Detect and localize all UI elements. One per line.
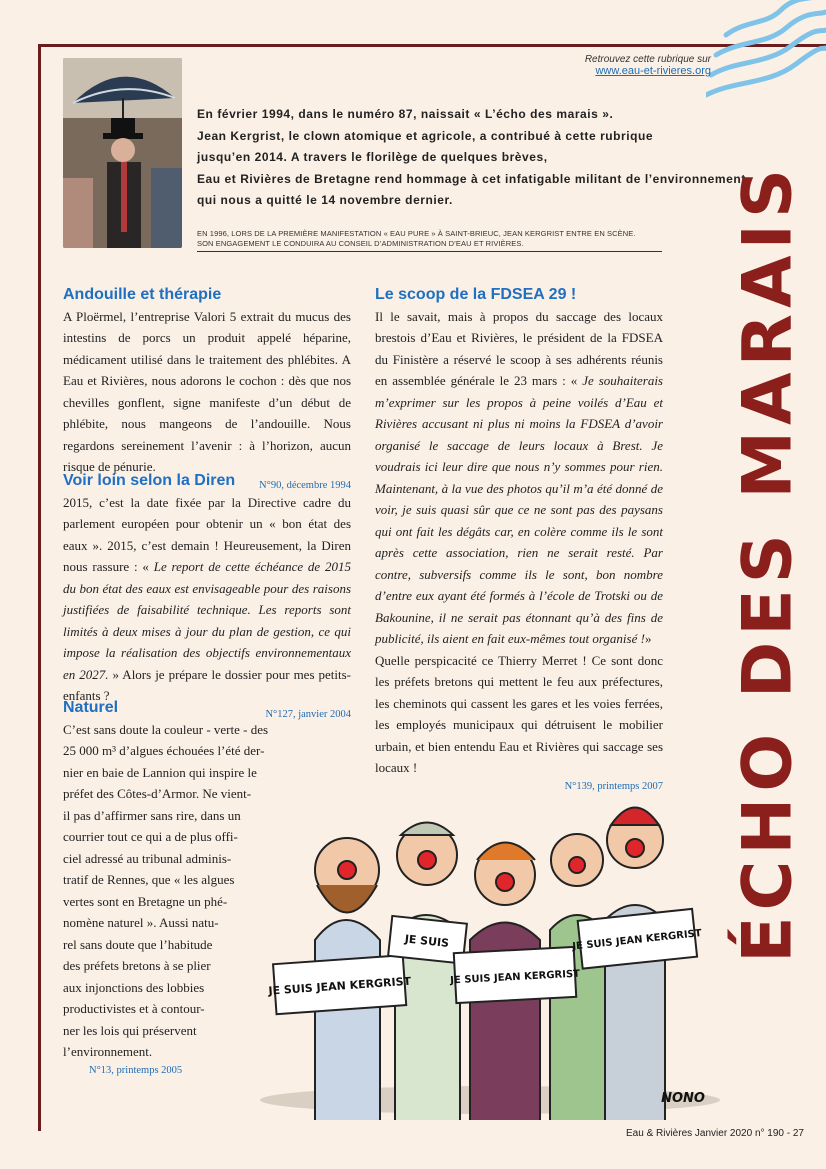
body-text: 2015, c’est la date fixée par la Directive cadre du parlement européen pour obtenir un « bon état des eaux ». 2015, c’est demain ! Heureusement, la Diren nous rassure : «: [63, 494, 351, 574]
intro-line: En février 1994, dans le numéro 87, naissait « L’écho des marais ».: [197, 107, 614, 121]
vertical-title-text: ÉCHO DES MARAIS: [728, 163, 808, 963]
article-line: nier en baie de Lannion qui inspire le: [63, 764, 257, 780]
article-title: Naturel: [63, 699, 119, 716]
article-ref: N°127, janvier 2004: [265, 708, 351, 720]
intro-line: jusqu’en 2014. A travers le florilège de quelques brèves,: [197, 150, 548, 164]
body-text: » Alors je prépare le dossier pour mes petits-enfants ?: [63, 666, 352, 703]
sign-text: JE SUIS: [404, 932, 450, 950]
article-body: Quelle perspicacité ce Thierry Merret ! Ce sont donc les préfets bretons qui mettent le feu aux préfectures, les cheminots qui cassent les gares et les voies ferrées, les employés municipaux qui détruisent le mobilier urbain, et bien entendu Eau et Rivières qui saccage ses locaux !: [375, 652, 663, 775]
article-andouille: [63, 284, 351, 494]
article-body: [63, 492, 351, 707]
article-diren: [63, 470, 351, 723]
article-body: A Ploërmel, l’entreprise Valori 5 extrait du mucus des intestins de porcs un produit appelé héparine, médicament utilisé dans le traitement des phlébites. A Eau et Rivières, nous adorons le cochon : dès que nos chevilles gonflent, signe manifeste d’un début de phlébite, nous mangeons de l’andouille. Nous regardons sereinement l’avenir : à l’horizon, aucun risque de pénurie.: [63, 308, 351, 474]
article-line: 25 000 m³ d’algues échouées l’été der-: [63, 743, 265, 758]
site-url-link[interactable]: www.eau-et-rivieres.org: [595, 65, 711, 77]
sign-text: JE SUIS JEAN KERGRIST: [571, 928, 703, 953]
kergrist-photo: [63, 58, 182, 248]
intro-line: qui nous a quitté le 14 novembre dernier.: [197, 193, 453, 207]
article-ref: N°13, printemps 2005: [89, 1064, 183, 1076]
sign-text: JE SUIS JEAN KERGRIST: [450, 968, 581, 987]
photo-caption: [197, 229, 662, 252]
cartoon-signature: NONO: [661, 1091, 705, 1106]
wave-logo-icon: [706, 0, 826, 110]
frame-left-rule: [38, 44, 41, 1131]
article-line: productivistes et à contour-: [63, 1001, 205, 1016]
article-line: aux injonctions des lobbies: [63, 979, 205, 995]
article-line: des préfets bretons à se plier: [63, 958, 211, 973]
body-text: Il le savait, mais à propos du saccage des locaux brestois d’Eau et Rivières, le président de la FDSEA du Finistère a réservé le scoop à ses adhérents réunis en assemblée générale le 23 mars : «: [375, 308, 663, 388]
sign-text: JE SUIS JEAN KERGRIST: [268, 974, 412, 998]
article-line: nomène naturel ». Aussi natu-: [63, 915, 219, 930]
article-line: ner les lois qui préservent: [63, 1022, 197, 1038]
intro-text: [197, 104, 762, 212]
quote-text: Le report de cette échéance de 2015 du bon état des eaux est envisageable pour des raisons justifiées de faisabilité technique. Les reports sont limités à deux mises à jour du plan de gestion, ce qui impose la réalisation des objectifs environnementaux en 2027.: [63, 559, 351, 682]
article-line: tratif de Rennes, que « les algues: [63, 872, 235, 887]
cartoon-illustration: [255, 790, 725, 1120]
article-line: il pas d’affirmer sans rire, dans un: [63, 807, 241, 823]
article-line: ciel adressé au tribunal adminis-: [63, 850, 232, 866]
intro-line: Jean Kergrist, le clown atomique et agricole, a contribué à cette rubrique: [197, 128, 654, 143]
caption-line: SON ENGAGEMENT LE CONDUIRA AU CONSEIL D’ADMINISTRATION D’EAU ET RIVIÈRES.: [197, 239, 524, 248]
article-line: vertes sont en Bretagne un phé-: [63, 893, 228, 909]
article-line: préfet des Côtes-d’Armor. Ne vient-: [63, 786, 252, 801]
site-label: Retrouvez cette rubrique sur: [584, 54, 711, 65]
body-text: »: [644, 631, 652, 646]
article-title: Andouille et thérapie: [63, 286, 222, 303]
vertical-title: [718, 163, 818, 963]
article-line: courrier tout ce qui a de plus offi-: [63, 829, 238, 844]
quote-text: Je souhaiterais m’exprimer sur les propos à peine voilés d’Eau et Rivières accusant ni plus ni moins la FDSEA d’avoir organisé le saccage de leurs locaux à Brest. Je voudrais ici leur dire que nous n’y sommes pour rien. Maintenant, à la vue des photos qu’il m’a été donné de voir, je suis quasi sûr que ce ne sont pas des paysans qui ont fait les dégâts car, en colère comme ils le sont après cette association, rien ne serait resté. Par contre, subversifs comme ils le sont, bon nombre d’entre eux ayant été formés à l’école de Trotski ou de Bakounine, il ne serait pas étonnant qu’à des fins de publicité, ils aient en fait eux-mêmes tout organisé !: [375, 373, 663, 646]
article-title: Le scoop de la FDSEA 29 !: [375, 286, 577, 303]
article-line: C’est sans doute la couleur - verte - des: [63, 721, 269, 737]
page-footer: Eau & Rivières Janvier 2020 n° 190 - 27: [626, 1128, 804, 1139]
article-ref: N°139, printemps 2007: [564, 780, 663, 792]
article-line: rel sans doute que l’habitude: [63, 936, 213, 952]
site-reference: [585, 54, 711, 77]
article-body: [375, 306, 663, 650]
article-title: Voir loin selon la Diren: [63, 472, 236, 489]
article-fdsea: [375, 284, 663, 795]
article-ref: N°90, décembre 1994: [259, 479, 351, 491]
article-line: l’environnement.: [63, 1044, 153, 1059]
caption-line: EN 1996, LORS DE LA PREMIÈRE MANIFESTATION « EAU PURE » À SAINT-BRIEUC, JEAN KERGRIST ENTRE EN SCÈNE.: [197, 229, 636, 238]
intro-line: Eau et Rivières de Bretagne rend hommage à cet infatigable militant de l’environnement,: [197, 171, 750, 186]
